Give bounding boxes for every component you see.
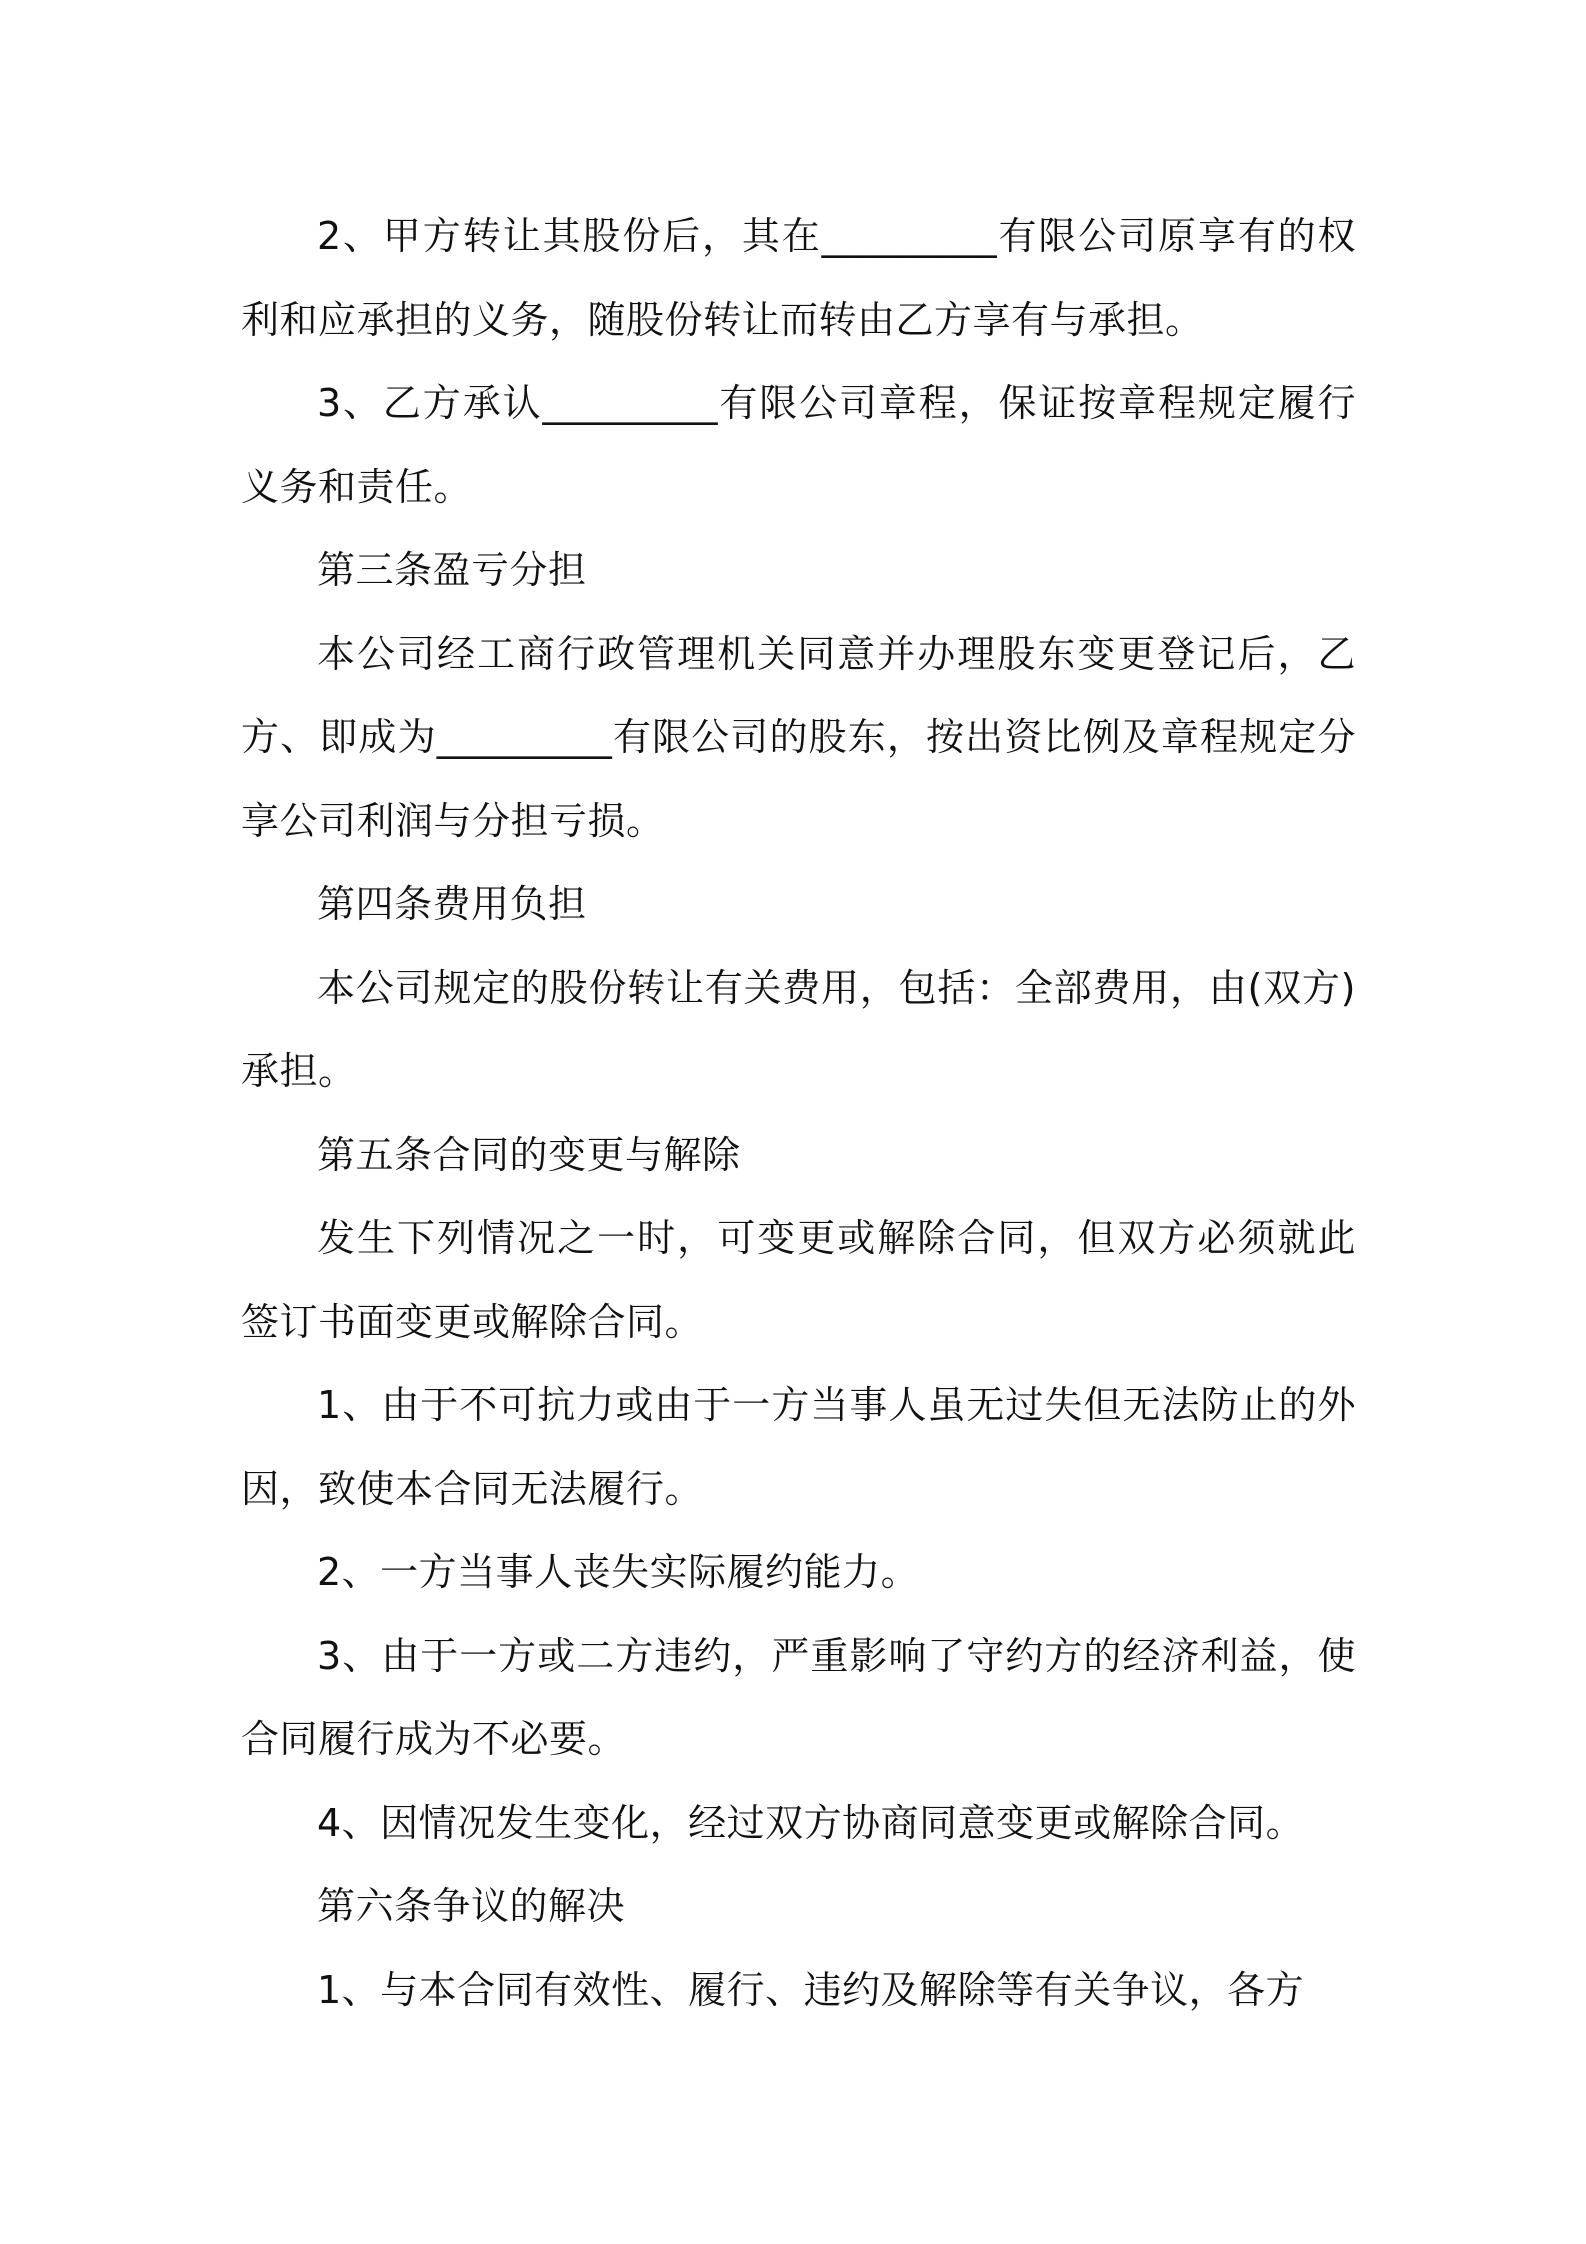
document-body [241,195,1356,2032]
article-4-body: 本公司规定的股份转让有关费用，包括：全部费用，由(双方)承担。 [241,965,1356,1093]
article-5-item-2: 2、一方当事人丧失实际履约能力。 [317,1550,920,1594]
article-6-heading: 第六条争议的解决 [317,1884,626,1928]
article-5-item-1: 1、由于不可抗力或由于一方当事人虽无过失但无法防止的外因，致使本合同无法履行。 [241,1383,1356,1511]
article-5-item-3: 3、由于一方或二方违约，严重影响了守约方的经济利益，使合同履行成为不必要。 [241,1633,1356,1761]
article-3-heading: 第三条盈亏分担 [317,548,587,592]
article-5-heading: 第五条合同的变更与解除 [317,1132,741,1177]
clause-item-2-rights-transfer: 2、甲方转让其股份后，其在_________有限公司原享有的权利和应承担的义务，随股份转让而转由乙方享有与承担。 [241,214,1356,342]
article-4-heading: 第四条费用负担 [317,882,587,926]
article-3-body: 本公司经工商行政管理机关同意并办理股东变更登记后，乙方、即成为_________有限公司的股东，按出资比例及章程规定分享公司利润与分担亏损。 [241,631,1356,843]
clause-item-3-accept-charter: 3、乙方承认_________有限公司章程，保证按章程规定履行义务和责任。 [241,381,1356,509]
article-6-item-1: 1、与本合同有效性、履行、违约及解除等有关争议，各方 [317,1967,1305,2012]
article-5-item-4: 4、因情况发生变化，经过双方协商同意变更或解除合同。 [317,1800,1305,1845]
article-5-body: 发生下列情况之一时，可变更或解除合同，但双方必须就此签订书面变更或解除合同。 [241,1216,1356,1344]
